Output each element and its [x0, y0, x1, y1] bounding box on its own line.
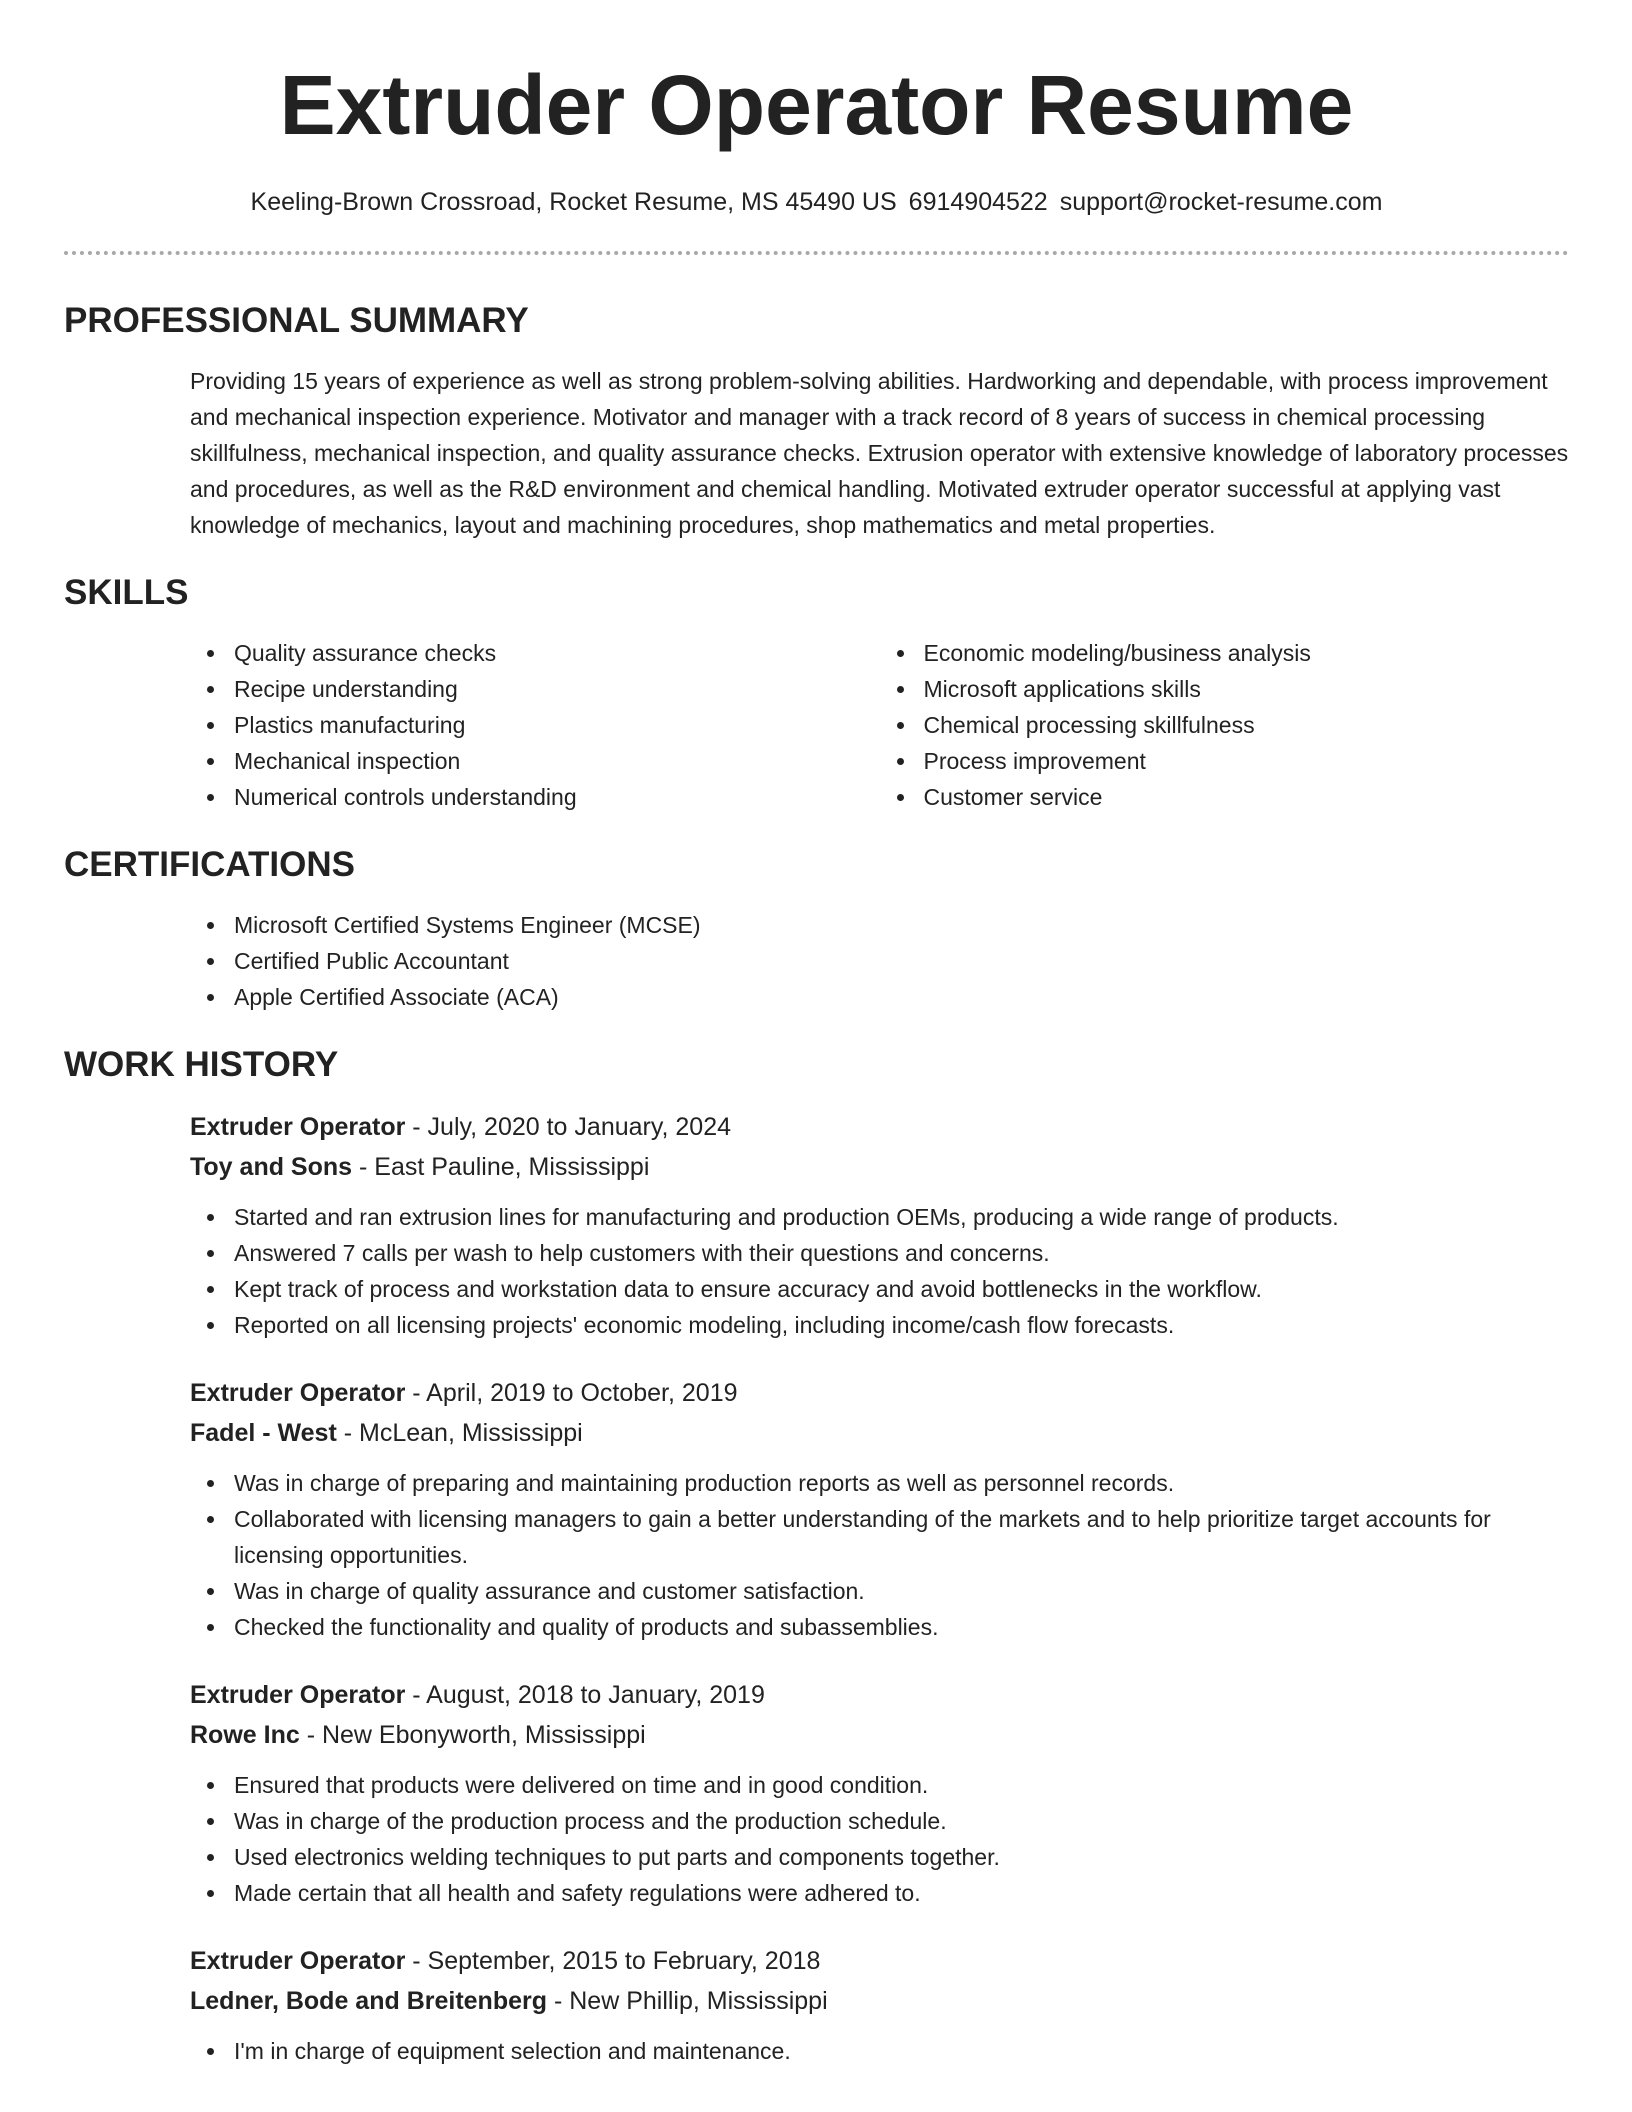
job-role-line — [190, 1941, 1569, 1981]
job-role-line — [190, 1373, 1569, 1413]
work-history-heading: WORK HISTORY — [64, 1045, 339, 1084]
skill-item: Chemical processing skillfulness — [924, 707, 1570, 743]
certification-item: Certified Public Accountant — [234, 943, 1569, 979]
job-entry — [190, 1675, 1569, 1911]
certifications-list — [190, 907, 1569, 1015]
job-bullet: Ensured that products were delivered on time and in good condition. — [234, 1767, 1569, 1803]
summary-text: Providing 15 years of experience as well as strong problem-solving abilities. Hardworking and dependable, with process improvement and mechanical inspection experience. Motivator and manager with a track record of 8 years of success in chemical processing skillfulness, mechanical inspection, and quality assurance checks. Extrusion operator with extensive knowledge of laboratory processes and procedures, as well as the R&D environment and chemical handling. Motivated extruder operator successful at applying vast knowledge of mechanics, layout and machining procedures, shop mathematics and metal properties. — [190, 368, 1569, 538]
certifications-heading: CERTIFICATIONS — [64, 845, 356, 884]
skill-item: Customer service — [924, 779, 1570, 815]
summary-heading: PROFESSIONAL SUMMARY — [64, 301, 529, 340]
job-company-line — [190, 1147, 1569, 1187]
job-bullet: Used electronics welding techniques to put parts and components together. — [234, 1839, 1569, 1875]
job-bullet: Was in charge of the production process and the production schedule. — [234, 1803, 1569, 1839]
job-location: - East Pauline, Mississippi — [352, 1153, 650, 1181]
skills-columns — [190, 635, 1569, 815]
job-bullet: Collaborated with licensing managers to gain a better understanding of the markets and to help prioritize target accounts for licensing opportunities. — [234, 1501, 1569, 1573]
job-bullets — [190, 2033, 1569, 2069]
job-bullet: Started and ran extrusion lines for manufacturing and production OEMs, producing a wide range of products. — [234, 1199, 1569, 1235]
job-bullets — [190, 1767, 1569, 1911]
certifications-block — [190, 907, 1569, 1015]
job-location: - New Ebonyworth, Mississippi — [299, 1721, 646, 1749]
skill-item: Economic modeling/business analysis — [924, 635, 1570, 671]
contact-email: support@rocket-resume.com — [1059, 188, 1383, 216]
job-company-line — [190, 1981, 1569, 2021]
job-entry — [190, 1941, 1569, 2069]
skill-item: Recipe understanding — [234, 671, 880, 707]
job-dates: - July, 2020 to January, 2024 — [405, 1113, 732, 1141]
certification-item: Apple Certified Associate (ACA) — [234, 979, 1569, 1015]
certification-item: Microsoft Certified Systems Engineer (MCSE) — [234, 907, 1569, 943]
job-bullet: I'm in charge of equipment selection and maintenance. — [234, 2033, 1569, 2069]
job-dates: - April, 2019 to October, 2019 — [405, 1379, 738, 1407]
contact-address: Keeling-Brown Crossroad, Rocket Resume, MS 45490 US — [250, 188, 897, 216]
job-role: Extruder Operator — [190, 1379, 406, 1407]
skill-item: Plastics manufacturing — [234, 707, 880, 743]
job-role-line — [190, 1675, 1569, 1715]
contact-phone: 6914904522 — [908, 188, 1048, 216]
job-bullet: Reported on all licensing projects' economic modeling, including income/cash flow forecasts. — [234, 1307, 1569, 1343]
skill-item: Numerical controls understanding — [234, 779, 880, 815]
resume-page — [64, 0, 1569, 2112]
contact-line — [64, 184, 1569, 220]
job-bullet: Checked the functionality and quality of products and subassemblies. — [234, 1609, 1569, 1645]
job-company: Rowe Inc — [190, 1721, 300, 1749]
job-dates: - September, 2015 to February, 2018 — [405, 1947, 821, 1975]
header-divider — [64, 251, 1569, 255]
job-role: Extruder Operator — [190, 1113, 406, 1141]
job-company: Ledner, Bode and Breitenberg — [190, 1987, 548, 2015]
job-role: Extruder Operator — [190, 1947, 406, 1975]
resume-title: Extruder Operator Resume — [279, 58, 1354, 152]
job-location: - McLean, Mississippi — [336, 1419, 583, 1447]
job-bullets — [190, 1465, 1569, 1645]
job-company: Fadel - West — [190, 1419, 337, 1447]
job-role-line — [190, 1107, 1569, 1147]
job-entry — [190, 1107, 1569, 1343]
job-bullet: Made certain that all health and safety regulations were adhered to. — [234, 1875, 1569, 1911]
job-role: Extruder Operator — [190, 1681, 406, 1709]
job-entry — [190, 1373, 1569, 1645]
job-company: Toy and Sons — [190, 1153, 353, 1181]
skill-item: Microsoft applications skills — [924, 671, 1570, 707]
job-bullet: Answered 7 calls per wash to help customers with their questions and concerns. — [234, 1235, 1569, 1271]
job-bullet: Was in charge of quality assurance and customer satisfaction. — [234, 1573, 1569, 1609]
job-company-line — [190, 1715, 1569, 1755]
job-dates: - August, 2018 to January, 2019 — [405, 1681, 765, 1709]
skills-list-left — [190, 635, 880, 815]
job-company-line — [190, 1413, 1569, 1453]
skill-item: Mechanical inspection — [234, 743, 880, 779]
job-bullet: Was in charge of preparing and maintaining production reports as well as personnel records. — [234, 1465, 1569, 1501]
skill-item: Process improvement — [924, 743, 1570, 779]
job-bullets — [190, 1199, 1569, 1343]
skill-item: Quality assurance checks — [234, 635, 880, 671]
job-bullet: Kept track of process and workstation data to ensure accuracy and avoid bottlenecks in the workflow. — [234, 1271, 1569, 1307]
job-location: - New Phillip, Mississippi — [547, 1987, 828, 2015]
skills-heading: SKILLS — [64, 573, 189, 612]
skills-list-right — [880, 635, 1570, 815]
